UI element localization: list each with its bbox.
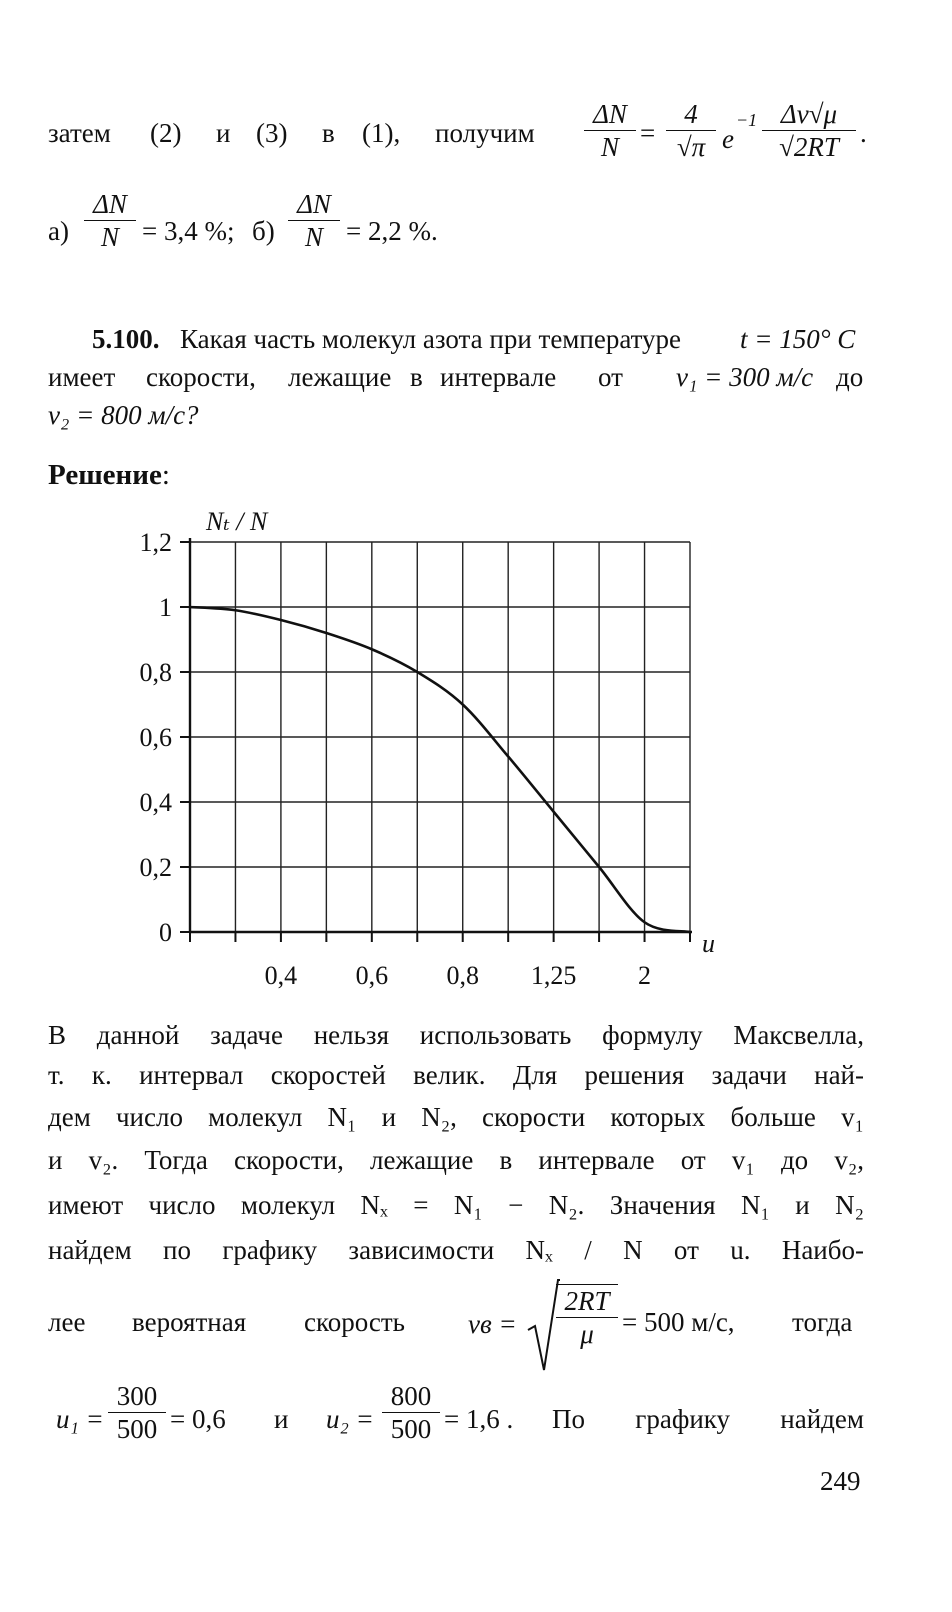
rhs-denominator: √2RT [779,132,839,162]
v1-value: v₁ = 300 м/с [676,362,814,392]
answer-a-label: а) [48,216,69,246]
chart-ticks [180,542,690,942]
paragraph-line: найдем по графику зависимости Nₓ / N от u. Наибо- [48,1235,864,1265]
exp-power: −1 [736,110,758,130]
y-tick-label: 0,4 [139,788,172,817]
x-tick-label: 0,4 [264,961,298,990]
chart-labels [140,507,716,990]
lhs-denominator: N [600,132,619,162]
paragraph-line: и v₂. Тогда скорости, лежащие в интервале от v₁ до v₂, [48,1145,864,1175]
solution-colon: : [161,459,170,491]
x-axis-title: u [702,929,715,958]
rhs-numerator: Δv√μ [780,99,838,129]
u1-numerator: 300 [116,1381,158,1411]
sqrt-sign-icon [526,1278,560,1374]
word: скорости, [146,362,256,392]
chart-axes [190,538,692,932]
word: тогда [792,1307,853,1337]
y-tick-label: 1,2 [139,528,172,557]
word: лее [48,1307,86,1337]
word: затем [48,118,111,148]
paragraph-line: В данной задаче нельзя использовать формулу Максвелла, [48,1020,864,1050]
word: вероятная [132,1307,247,1337]
paragraph-line: дем число молекул N₁ и N₂, скорости которых больше v₁ [48,1102,864,1132]
temperature: t = 150° C [740,324,856,354]
word: получим [435,118,535,148]
word: в [322,118,335,148]
sqrt-numerator: 2RT [564,1286,610,1316]
x-tick-label: 2 [638,961,652,990]
answer-b-denominator: N [304,222,323,252]
answer-a-denominator: N [100,222,119,252]
u2-lhs: u₂ = [326,1404,374,1434]
x-tick-label: 0,6 [355,961,389,990]
y-axis-title: Nₜ / N [206,507,268,536]
word: (2) [150,118,182,148]
sqrt-denominator: μ [580,1319,594,1349]
word: в [410,362,423,392]
y-tick-label: 0,8 [139,658,172,687]
equals-sign: = [640,118,656,148]
word: и [216,118,231,148]
word: интервале [440,362,557,392]
answer-b-numerator: ΔN [297,189,331,219]
u1-fraction [108,1380,166,1445]
u2-fraction [382,1380,440,1445]
word: от [598,362,623,392]
word: лежащие [288,362,392,392]
exp-base: e [722,124,734,154]
y-tick-label: 0,6 [139,723,172,752]
and-word: и [274,1404,289,1434]
fraction-curve [190,607,690,932]
u2-numerator: 800 [390,1381,432,1411]
word: скорость [304,1307,405,1337]
answer-b-label: б) [252,216,275,246]
y-tick-label: 0,2 [139,853,172,882]
word: (1), [362,118,401,148]
u2-denominator: 500 [390,1414,432,1444]
sqrt-fraction [556,1284,618,1350]
u1-value: = 0,6 [170,1404,226,1434]
period: . [860,118,867,148]
x-tick-label: 0,8 [446,961,479,990]
page-number: 249 [820,1466,861,1496]
solution-label: Решение [48,459,162,491]
problem-line-1: Какая часть молекул азота при температуре [180,324,682,354]
coef-denominator: √π [676,132,706,162]
answer-a-value: = 3,4 %; [142,216,235,246]
word: до [836,362,864,392]
answer-b-value: = 2,2 %. [346,216,438,246]
y-tick-label: 0 [159,918,172,947]
coef-numerator: 4 [684,99,698,129]
u1-denominator: 500 [116,1414,158,1444]
word: (3) [256,118,288,148]
word: имеет [48,362,116,392]
u2-value: = 1,6 . [444,1404,514,1434]
v2-value: v₂ = 800 м/с? [48,400,199,430]
paragraph-line: имеют число молекул Nₓ = N₁ − N₂. Значения N₁ и N₂ [48,1190,864,1220]
chart-grid [190,542,690,932]
lhs-numerator: ΔN [593,99,627,129]
vb-value: = 500 м/с, [622,1307,735,1337]
u1-lhs: u₁ = [56,1404,104,1434]
u-line-tail: По графику найдем [552,1404,864,1434]
x-tick-label: 1,25 [530,961,577,990]
y-tick-label: 1 [159,593,172,622]
answer-a-numerator: ΔN [93,189,127,219]
problem-number: 5.100. [92,324,160,354]
paragraph-line: т. к. интервал скоростей велик. Для решения задачи най- [48,1060,864,1090]
vb-lhs: vв = [468,1309,517,1339]
